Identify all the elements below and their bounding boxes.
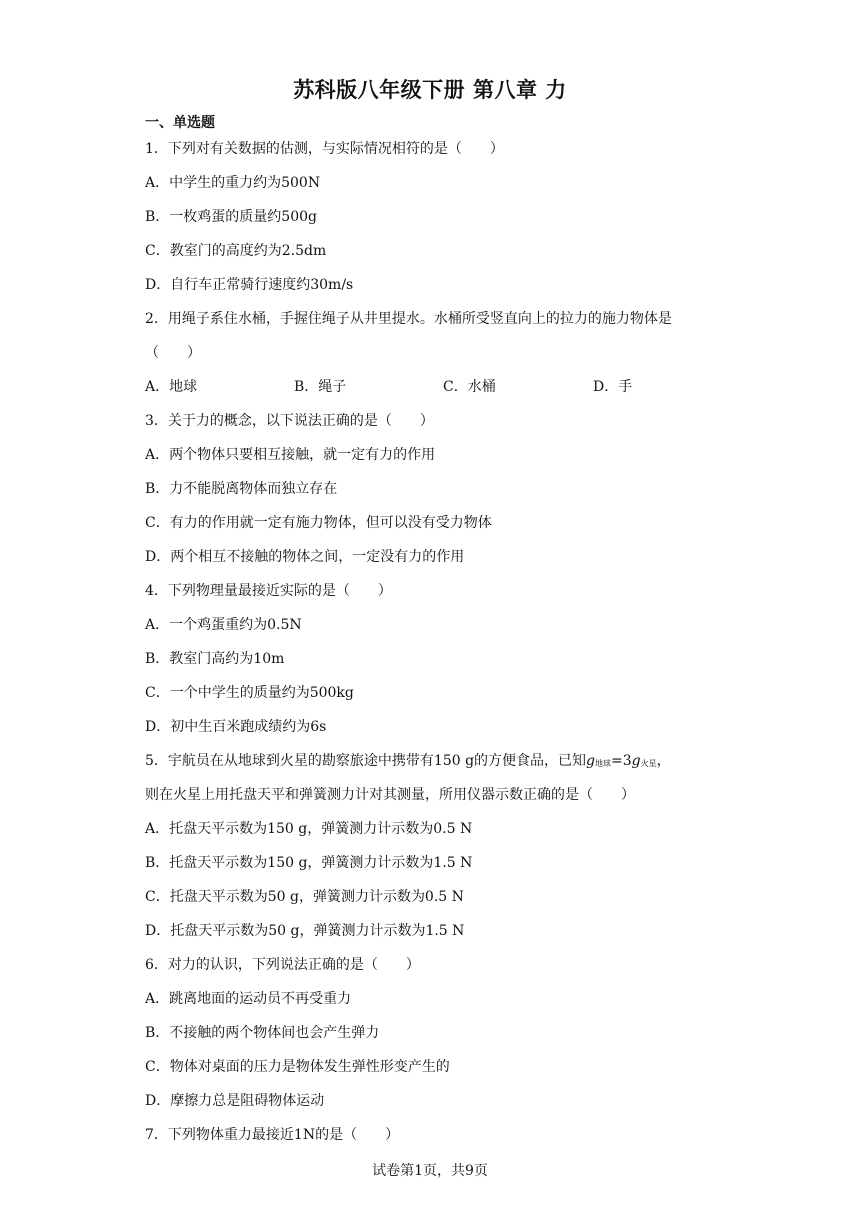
question-6-option-d: D．摩擦力总是阻碍物体运动 — [145, 1093, 325, 1109]
question-6-stem: 6．对力的认识，下列说法正确的是（ ） — [145, 957, 420, 973]
question-2-stem: 2．用绳子系住水桶，手握住绳子从井里提水。水桶所受竖直向上的拉力的施力物体是 — [145, 311, 672, 327]
question-6-option-b: B．不接触的两个物体间也会产生弹力 — [145, 1025, 380, 1041]
question-5-option-b: B．托盘天平示数为150 g，弹簧测力计示数为1.5 N — [145, 855, 473, 871]
question-7-stem: 7．下列物体重力最接近1N的是（ ） — [145, 1127, 400, 1143]
question-4-option-b: B．教室门高约为10m — [145, 651, 285, 667]
question-3-option-b: B．力不能脱离物体而独立存在 — [145, 481, 338, 497]
question-3-stem: 3．关于力的概念，以下说法正确的是（ ） — [145, 413, 434, 429]
equals-three: =3 — [611, 753, 632, 769]
question-5-stem-text: 5．宇航员在从地球到火星的勘察旅途中携带有150 g的方便食品，已知 — [145, 753, 587, 769]
question-2-option-b: B．绳子 — [294, 379, 347, 395]
question-4-option-a: A．一个鸡蛋重约为0.5N — [145, 617, 302, 633]
question-2-option-c: C．水桶 — [443, 379, 496, 395]
question-1-option-d: D．自行车正常骑行速度约30m/s — [145, 277, 354, 293]
g-symbol: g — [631, 753, 641, 769]
mars-subscript: 火星 — [640, 759, 657, 768]
question-5-option-a: A．托盘天平示数为150 g，弹簧测力计示数为0.5 N — [145, 821, 473, 837]
page-footer: 试卷第1页，共9页 — [372, 1163, 488, 1179]
g-symbol: g — [586, 753, 596, 769]
question-2-option-d: D．手 — [593, 379, 633, 395]
earth-subscript: 地球 — [595, 759, 612, 768]
question-6-option-a: A．跳离地面的运动员不再受重力 — [145, 991, 352, 1007]
question-5-option-c: C．托盘天平示数为50 g，弹簧测力计示数为0.5 N — [145, 889, 464, 905]
question-3-option-c: C．有力的作用就一定有施力物体，但可以没有受力物体 — [145, 515, 492, 531]
question-5-option-d: D．托盘天平示数为50 g，弹簧测力计示数为1.5 N — [145, 923, 465, 939]
question-5-stem-cont: 则在火星上用托盘天平和弹簧测力计对其测量，所用仪器示数正确的是（ ） — [145, 787, 635, 803]
question-1-option-b: B．一枚鸡蛋的质量约500g — [145, 209, 317, 225]
question-1-stem: 1．下列对有关数据的估测，与实际情况相符的是（ ） — [145, 141, 504, 157]
question-4-option-c: C．一个中学生的质量约为500kg — [145, 685, 354, 701]
question-4-stem: 4．下列物理量最接近实际的是（ ） — [145, 583, 392, 599]
question-6-option-c: C．物体对桌面的压力是物体发生弹性形变产生的 — [145, 1059, 450, 1075]
question-1-option-a: A．中学生的重力约为500N — [145, 175, 321, 191]
question-5-stem — [145, 751, 671, 774]
question-3-option-d: D．两个相互不接触的物体之间，一定没有力的作用 — [145, 549, 465, 565]
comma: ， — [656, 753, 671, 769]
page-title: 苏科版八年级下册 第八章 力 — [293, 78, 567, 102]
section-heading: 一、单选题 — [145, 115, 215, 131]
question-1-option-c: C．教室门的高度约为2.5dm — [145, 243, 327, 259]
question-2-option-a: A．地球 — [145, 379, 198, 395]
question-4-option-d: D．初中生百米跑成绩约为6s — [145, 719, 327, 735]
question-2-stem-cont: （ ） — [145, 345, 201, 361]
question-3-option-a: A．两个物体只要相互接触，就一定有力的作用 — [145, 447, 436, 463]
